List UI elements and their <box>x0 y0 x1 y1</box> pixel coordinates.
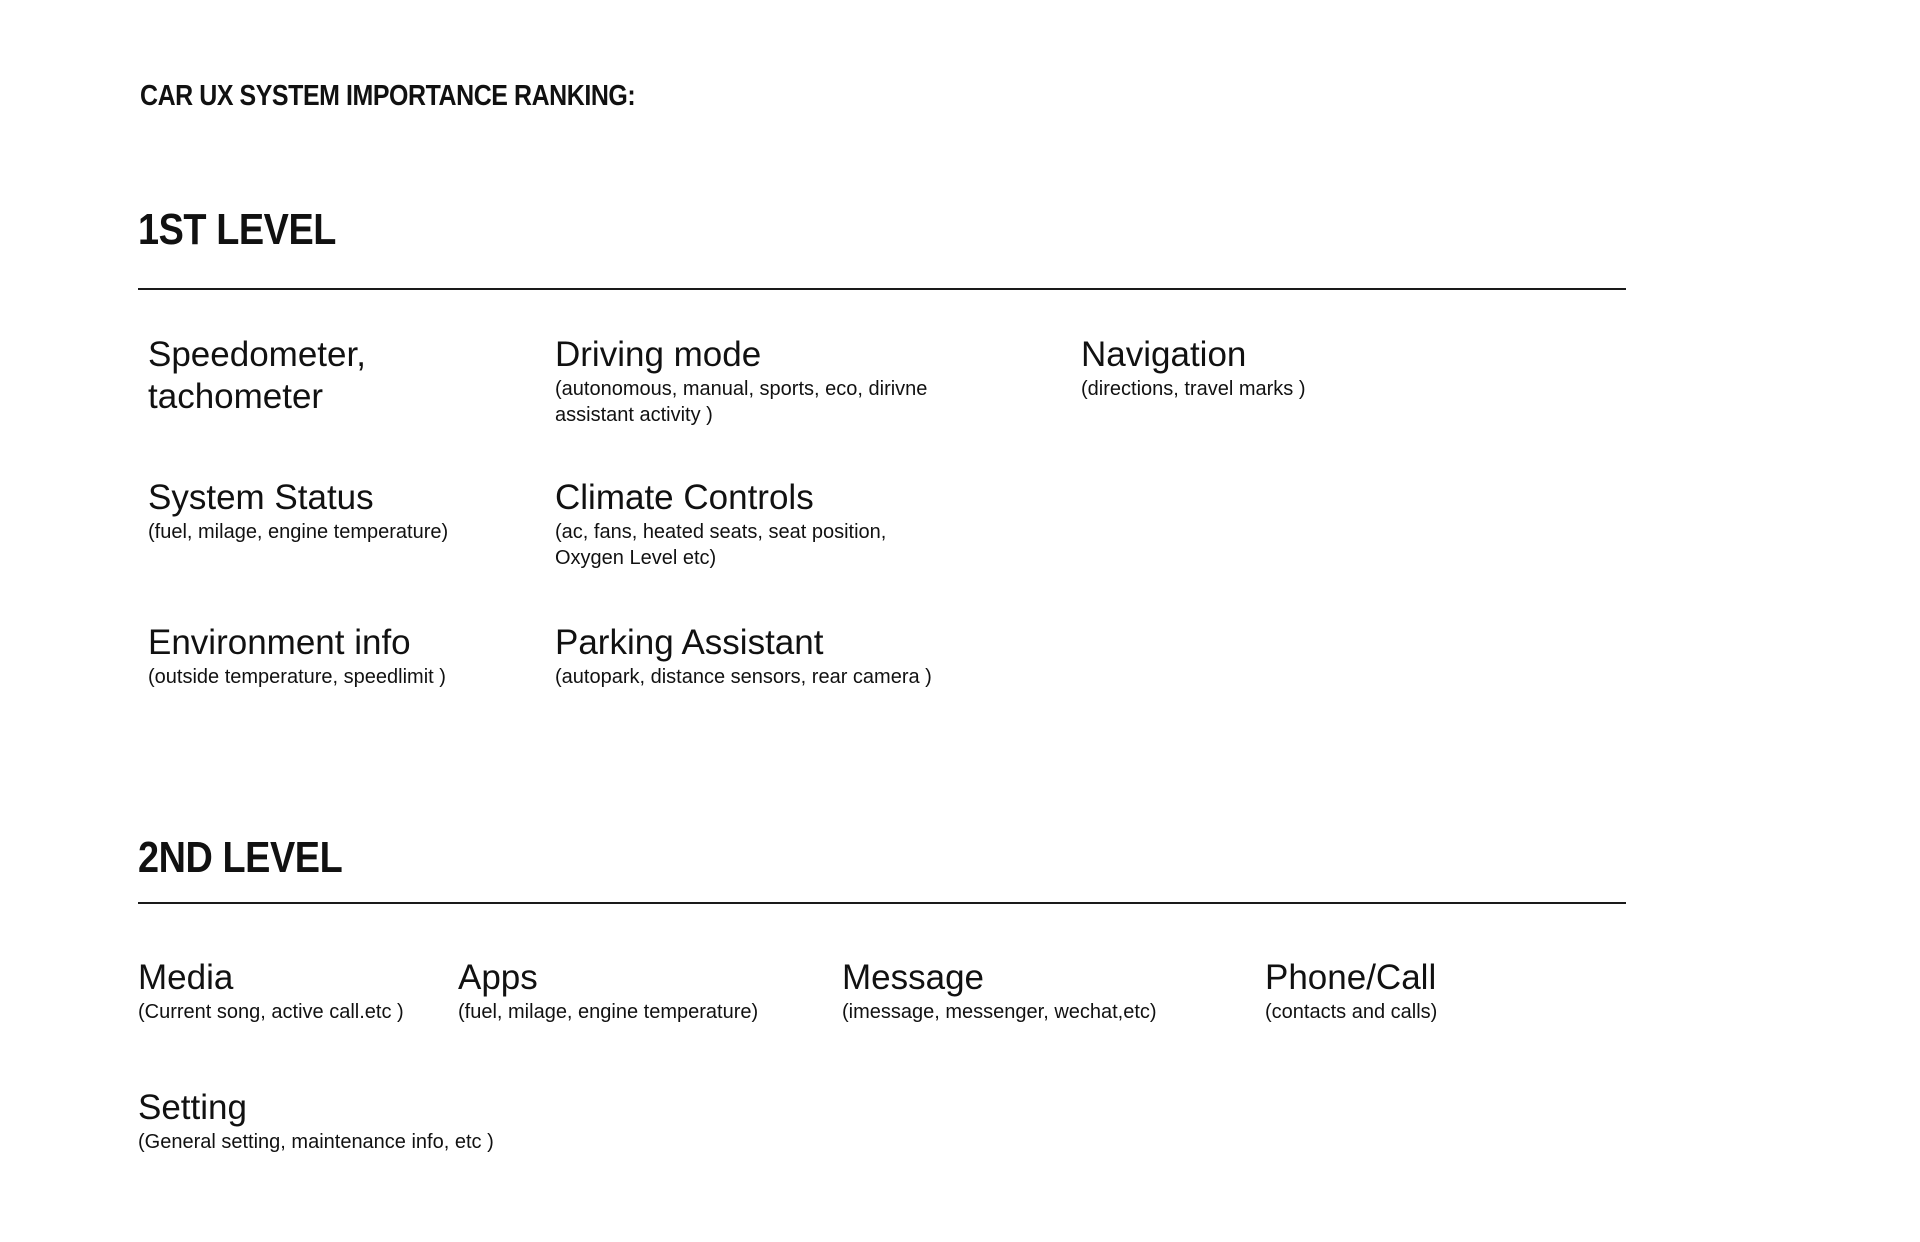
item-parking-assistant <box>555 622 932 690</box>
item-description: (autonomous, manual, sports, eco, dirivne <box>555 378 928 400</box>
level-1-divider <box>138 288 1626 290</box>
item-title: Phone/Call <box>1265 958 1437 997</box>
item-description: (autopark, distance sensors, rear camera ) <box>555 666 932 688</box>
item-title: Environment info <box>148 623 411 662</box>
item-media <box>138 957 404 1025</box>
item-description: (General setting, maintenance info, etc ) <box>138 1131 494 1153</box>
item-description: (directions, travel marks ) <box>1081 378 1306 400</box>
item-description: (Current song, active call.etc ) <box>138 1001 404 1023</box>
level-2-divider <box>138 902 1626 904</box>
item-system-status <box>148 477 448 545</box>
item-setting <box>138 1087 494 1155</box>
item-description: (fuel, milage, engine temperature) <box>458 1001 759 1023</box>
item-navigation <box>1081 334 1306 402</box>
item-title: Media <box>138 958 234 997</box>
item-description: (imessage, messenger, wechat,etc) <box>842 1001 1157 1023</box>
level-2-heading: 2ND LEVEL <box>138 833 343 882</box>
item-title: System Status <box>148 478 374 517</box>
item-description: (fuel, milage, engine temperature) <box>148 521 449 543</box>
item-title-line-2: tachometer <box>148 377 324 416</box>
item-title: Message <box>842 958 985 997</box>
item-title: Climate Controls <box>555 478 814 517</box>
item-description-line-2: assistant activity ) <box>555 404 713 426</box>
page-title: CAR UX SYSTEM IMPORTANCE RANKING: <box>140 80 636 112</box>
item-phone-call <box>1265 957 1437 1025</box>
item-description: (ac, fans, heated seats, seat position, <box>555 521 887 543</box>
item-title: Apps <box>458 958 538 997</box>
item-speedometer <box>148 334 366 418</box>
item-message <box>842 957 1157 1025</box>
item-environment-info <box>148 622 446 690</box>
item-title: Driving mode <box>555 335 762 374</box>
item-title: Navigation <box>1081 335 1247 374</box>
item-description: (outside temperature, speedlimit ) <box>148 666 446 688</box>
item-climate-controls <box>555 477 886 571</box>
item-apps <box>458 957 758 1025</box>
item-driving-mode <box>555 334 927 428</box>
item-description: (contacts and calls) <box>1265 1001 1438 1023</box>
item-title: Setting <box>138 1088 247 1127</box>
level-1-heading: 1ST LEVEL <box>138 205 336 254</box>
item-title: Speedometer, <box>148 335 366 374</box>
item-title: Parking Assistant <box>555 623 824 662</box>
item-description-line-2: Oxygen Level etc) <box>555 547 717 569</box>
